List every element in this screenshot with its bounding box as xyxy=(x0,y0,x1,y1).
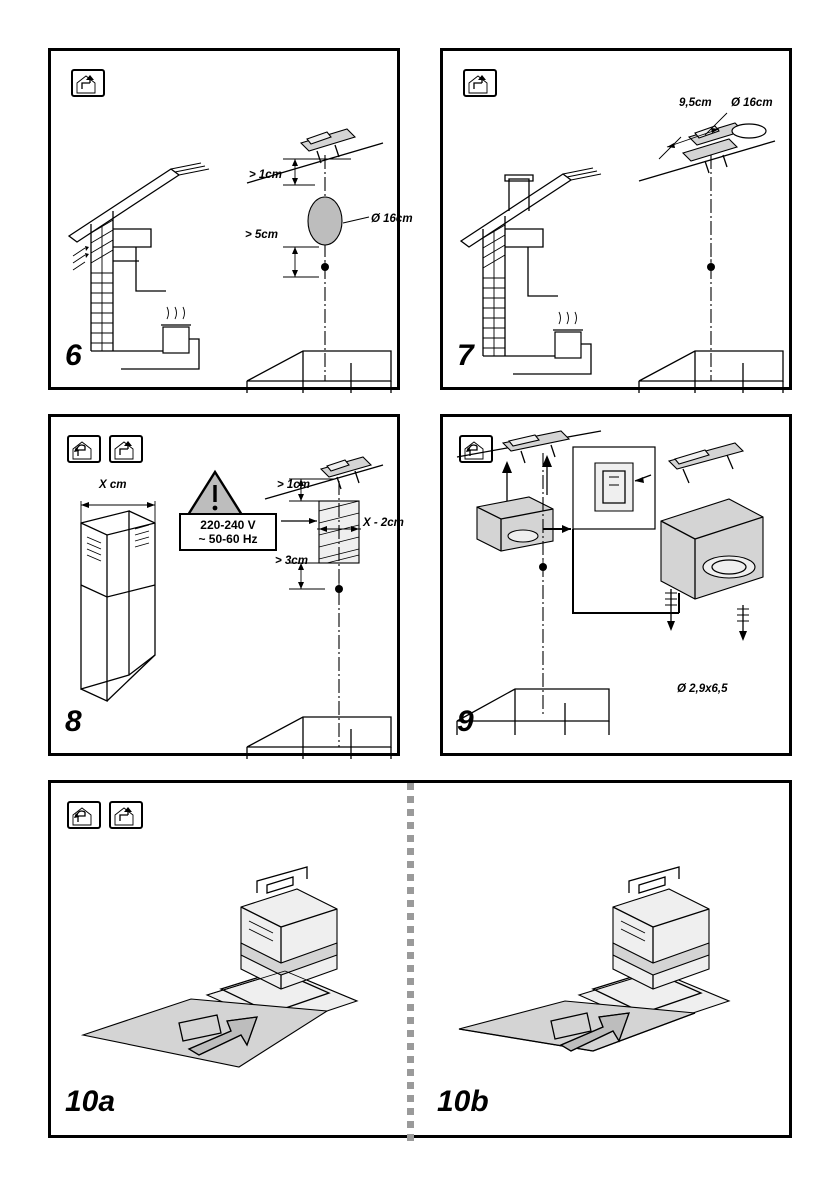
panel-6-drawing xyxy=(51,51,403,393)
panel-6-label-diameter: Ø 16cm xyxy=(371,213,413,225)
panel-7-number: 7 xyxy=(457,339,474,372)
panel-7 xyxy=(440,48,792,390)
panel-6 xyxy=(48,48,413,390)
panel-9-label-screw-spec: Ø 2,9x6,5 xyxy=(677,683,728,695)
panel-8-number: 8 xyxy=(65,705,82,738)
panel-10 xyxy=(48,780,792,1138)
panel-6-label-min-top: > 1cm xyxy=(249,169,282,181)
panel-8-label-min-top: > 1cm xyxy=(277,479,310,491)
panel-8-label-min-bottom: > 3cm xyxy=(275,555,308,567)
panel-8-label-chimney-width: X cm xyxy=(99,479,127,491)
panel-6-number: 6 xyxy=(65,339,82,372)
warning-triangle-icon xyxy=(185,469,245,519)
panel-7-label-offset: 9,5cm xyxy=(679,97,712,109)
panel-10b-number: 10b xyxy=(437,1085,489,1118)
panel-8-label-panel-width: X - 2cm xyxy=(363,517,404,529)
panel-9-drawing xyxy=(443,417,795,759)
power-rating-box xyxy=(179,513,277,551)
power-voltage: 220-240 V xyxy=(200,518,256,532)
panel-10a-number: 10a xyxy=(65,1085,116,1118)
panel-9 xyxy=(440,414,792,756)
panel-9-number: 9 xyxy=(457,705,474,738)
panel-6-label-min-bottom: > 5cm xyxy=(245,229,278,241)
panel-10b-drawing xyxy=(443,823,783,1103)
panel-7-label-diameter: Ø 16cm xyxy=(731,97,773,109)
power-frequency: ~ 50-60 Hz xyxy=(198,532,258,546)
panel-10a-drawing xyxy=(71,823,411,1103)
panel-8 xyxy=(48,414,404,756)
